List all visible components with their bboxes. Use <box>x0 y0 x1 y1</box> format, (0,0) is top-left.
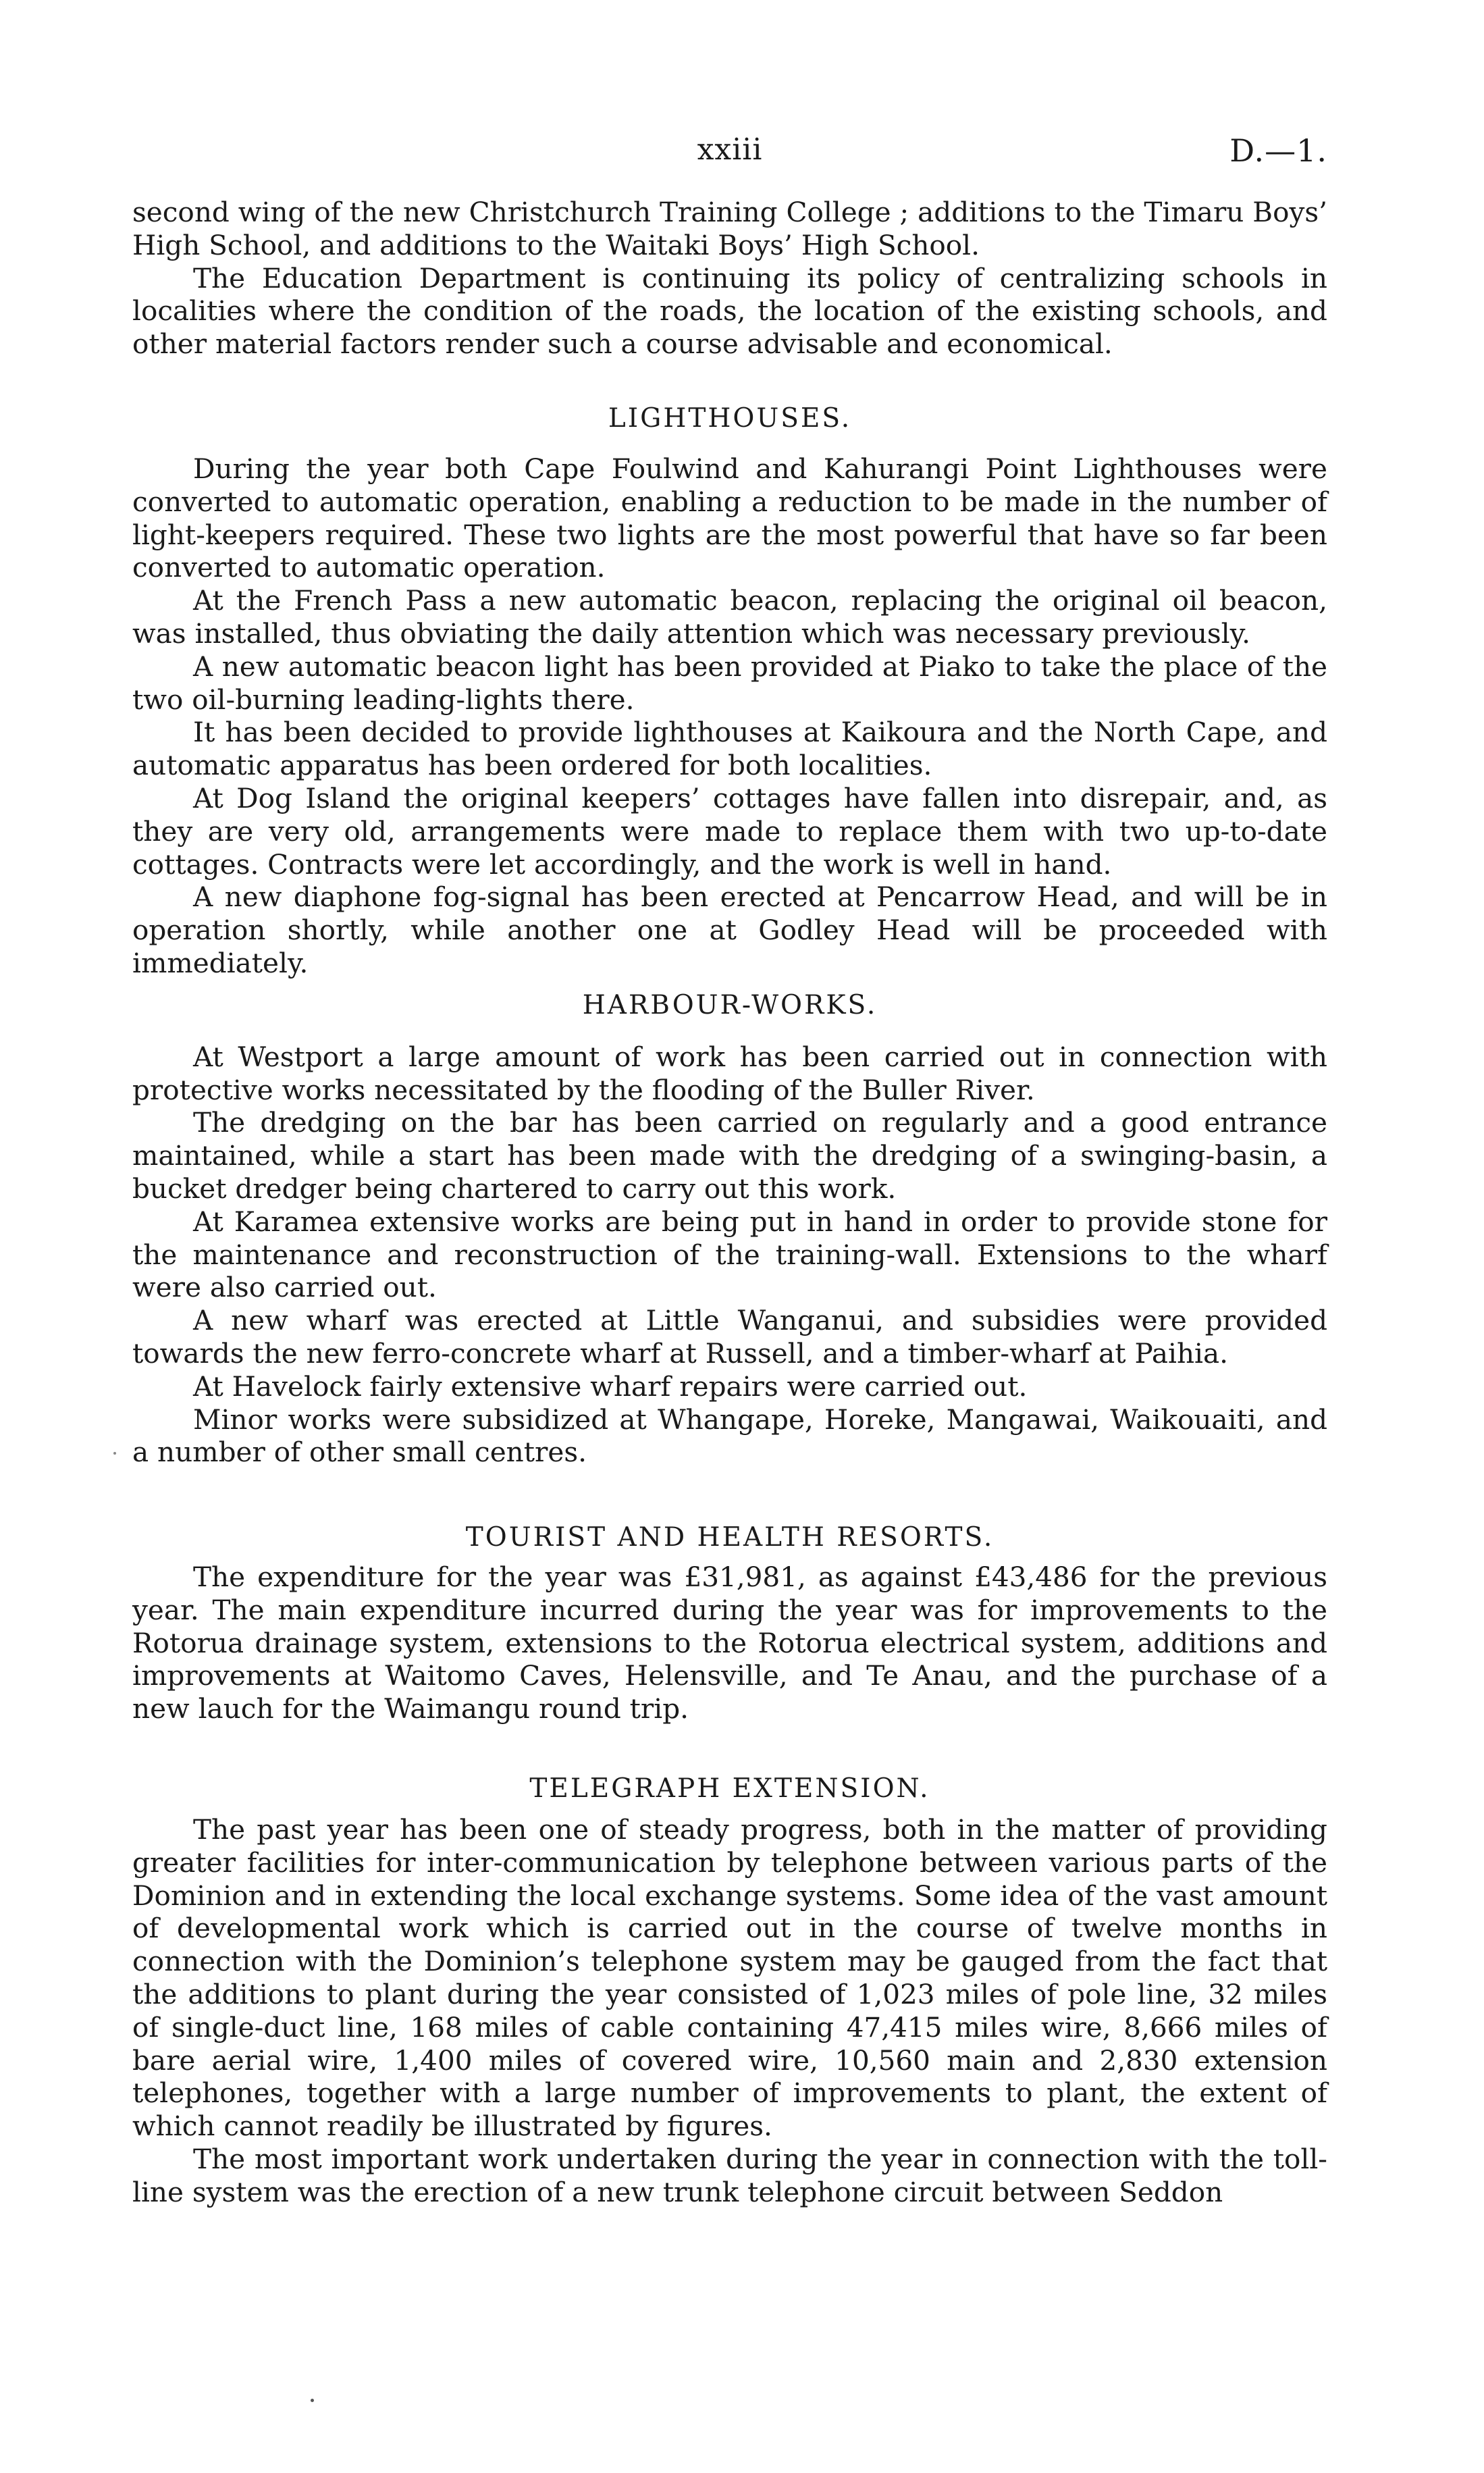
tourist-resorts-section <box>132 1521 1327 1725</box>
section-heading-tourist-resorts: TOURIST AND HEALTH RESORTS. <box>465 1522 995 1553</box>
telegraph-extension-section <box>132 1773 1327 2209</box>
document-body <box>132 196 1327 2209</box>
paragraph: A new wharf was erected at Little Wanganui, and subsidies were provided towards the new ferro-concrete wharf at Russell, and a timber-wharf at Paihia. <box>132 1304 1327 1370</box>
harbour-works-section <box>132 989 1327 1469</box>
section-heading-harbour-works: HARBOUR-WORKS. <box>582 989 878 1020</box>
paragraph: It has been decided to provide lighthouses at Kaikoura and the North Cape, and automatic apparatus has been ordered for both localities. <box>132 716 1327 782</box>
paragraph: At Westport a large amount of work has been carried out in connection with protective works necessitated by the flooding of the Buller River. <box>132 1040 1327 1106</box>
paragraph: At Havelock fairly extensive wharf repairs were carried out. <box>193 1370 1028 1403</box>
section-heading-telegraph-extension: TELEGRAPH EXTENSION. <box>529 1773 930 1804</box>
page-header <box>132 132 1327 186</box>
paragraph: The Education Department is continuing its policy of centralizing schools in localities where the condition of the roads, the location of the existing schools, and other material factors render such a course advisable and economical. <box>132 261 1327 361</box>
paragraph: second wing of the new Christchurch Training College ; additions to the Timaru Boys’ High School, and additions to the Waitaki Boys’ High School. <box>132 196 1327 261</box>
paragraph: Minor works were subsidized at Whangape, Horeke, Mangawai, Waikouaiti, and a number of other small centres. <box>132 1403 1327 1469</box>
paragraph: At the French Pass a new automatic beacon, replacing the original oil beacon, was installed, thus obviating the daily attention which was necessary previously. <box>132 584 1327 650</box>
paragraph: The expenditure for the year was £31,981, as against £43,486 for the previous year. The main expenditure incurred during the year was for improvements to the Rotorua drainage system, extensions to the Rotorua electrical system, additions and improvements at Waitomo Caves, Helensville, and Te Anau, and the purchase of a new lauch for the Waimangu round trip. <box>132 1561 1327 1725</box>
section-heading-lighthouses: LIGHTHOUSES. <box>608 402 852 434</box>
paragraph: At Dog Island the original keepers’ cottages have fallen into disrepair, and, as they are very old, arrangements were made to replace them with two up-to-date cottages. Contracts were let accordingly, and the work is well in hand. <box>132 781 1327 881</box>
page-number: xxiii <box>697 132 763 167</box>
document-reference: D.—1. <box>1229 132 1327 169</box>
paragraph: At Karamea extensive works are being put in hand in order to provide stone for the maintenance and reconstruction of the training-wall. Extensions to the wharf were also carried out. <box>132 1205 1327 1304</box>
paragraph: The most important work undertaken during the year in connection with the toll-line system was the erection of a new trunk telephone circuit between Seddon <box>132 2143 1327 2208</box>
intro-section <box>132 196 1327 361</box>
paragraph: During the year both Cape Foulwind and Kahurangi Point Lighthouses were converted to automatic operation, enabling a reduction to be made in the number of light-keepers required. These two lights are the most powerful that have so far been converted to automatic operation. <box>132 452 1327 584</box>
paragraph: The dredging on the bar has been carried on regularly and a good entrance maintained, while a start has been made with the dredging of a swinging-basin, a bucket dredger being chartered to carry out this work. <box>132 1106 1327 1205</box>
paragraph: The past year has been one of steady progress, both in the matter of providing greater facilities for inter-communication by telephone between various parts of the Dominion and in extending the local exchange systems. Some idea of the vast amount of developmental work which is carried out in the course of twelve months in connection with the Dominion’s telephone system may be gauged from the fact that the additions to plant during the year consisted of 1,023 miles of pole line, 32 miles of single-duct line, 168 miles of cable containing 47,415 miles wire, 8,666 miles of bare aerial wire, 1,400 miles of covered wire, 10,560 main and 2,830 extension telephones, together with a large number of improvements to plant, the extent of which cannot readily be illustrated by figures. <box>132 1813 1327 2143</box>
paragraph: A new automatic beacon light has been provided at Piako to take the place of the two oil-burning leading-lights there. <box>132 650 1327 716</box>
scan-speck <box>113 1452 116 1455</box>
lighthouses-section <box>132 402 1327 980</box>
paragraph: A new diaphone fog-signal has been erected at Pencarrow Head, and will be in operation shortly, while another one at Godley Head will be proceeded with immediately. <box>132 881 1327 979</box>
scan-speck <box>311 2399 314 2402</box>
